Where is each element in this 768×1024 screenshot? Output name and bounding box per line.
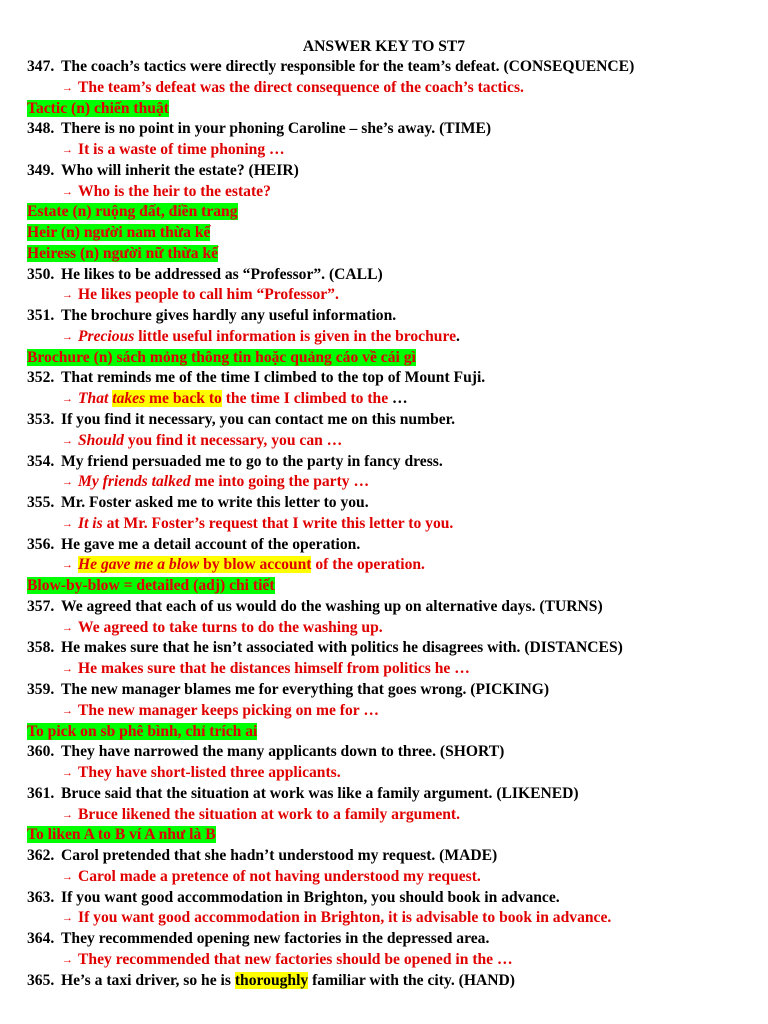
arrow-icon: → — [62, 767, 73, 780]
question-364: 364. They recommended opening new factories in the depressed area. — [27, 930, 490, 948]
question-360: 360. They have narrowed the many applicants down to three. (SHORT) — [27, 743, 505, 761]
answer-349: → Who is the heir to the estate? — [0, 182, 768, 203]
answer-354: → My friends talked me into going the party … — [0, 472, 768, 493]
arrow-icon: → — [62, 144, 73, 157]
answer-355: → It is at Mr. Foster’s request that I write this letter to you. — [0, 514, 768, 535]
question-362: 362. Carol pretended that she hadn’t understood my request. (MADE) — [27, 847, 498, 865]
answer-358: → He makes sure that he distances himself from politics he … — [0, 659, 768, 680]
arrow-icon: → — [62, 330, 73, 343]
arrow-icon: → — [62, 621, 73, 634]
arrow-icon: → — [62, 663, 73, 676]
arrow-icon: → — [62, 185, 73, 198]
arrow-icon: → — [62, 808, 73, 821]
arrow-icon: → — [62, 953, 73, 966]
question-363: 363. If you want good accommodation in Brighton, you should book in advance. — [27, 888, 560, 906]
arrow-icon: → — [62, 434, 73, 447]
answer-360: → They have short-listed three applicants. — [0, 763, 768, 784]
answer-347: → The team’s defeat was the direct consequence of the coach’s tactics. — [0, 78, 768, 99]
answer-362: → Carol made a pretence of not having understood my request. — [0, 867, 768, 888]
question-359: 359. The new manager blames me for everything that goes wrong. (PICKING) — [27, 680, 550, 698]
question-356: 356. He gave me a detail account of the operation. — [27, 535, 361, 553]
question-353: 353. If you find it necessary, you can contact me on this number. — [27, 411, 456, 429]
arrow-icon: → — [62, 289, 73, 302]
question-354: 354. My friend persuaded me to go to the party in fancy dress. — [27, 452, 443, 470]
arrow-icon: → — [62, 476, 73, 489]
question-352: 352. That reminds me of the time I climbed to the top of Mount Fuji. — [27, 369, 486, 387]
question-365: 365. He’s a taxi driver, so he is thoroughly familiar with the city. (HAND) — [27, 971, 515, 989]
arrow-icon: → — [62, 559, 73, 572]
answer-348: → It is a waste of time phoning … — [0, 140, 768, 161]
question-358: 358. He makes sure that he isn’t associated with politics he disagrees with. (DISTANCES) — [27, 639, 623, 657]
question-349: 349. Who will inherit the estate? (HEIR) — [27, 161, 299, 179]
arrow-icon: → — [62, 912, 73, 925]
answer-353: → Should you find it necessary, you can … — [0, 431, 768, 452]
vocab-note: Brochure (n) sách mỏng thông tin hoặc quảng cáo về cái gì — [27, 348, 416, 366]
vocab-note: Heir (n) người nam thừa kế — [27, 224, 211, 242]
answer-356: → He gave me a blow by blow account of the operation. — [0, 555, 768, 576]
question-348: 348. There is no point in your phoning Caroline – she’s away. (TIME) — [27, 120, 492, 138]
vocab-note: Heiress (n) người nữ thừa kế — [27, 244, 219, 262]
answer-357: → We agreed to take turns to do the washing up. — [0, 618, 768, 639]
question-357: 357. We agreed that each of us would do the washing up on alternative days. (TURNS) — [27, 597, 603, 615]
question-355: 355. Mr. Foster asked me to write this letter to you. — [27, 494, 369, 512]
vocab-note: To liken A to B ví A như là B — [27, 826, 216, 844]
vocab-note: Blow-by-blow = detailed (adj) chi tiết — [27, 577, 275, 595]
vocab-note: To pick on sb phê bình, chỉ trích ai — [27, 722, 258, 740]
answer-350: → He likes people to call him “Professor”. — [0, 285, 768, 306]
vocab-note: Tactic (n) chiến thuật — [27, 99, 169, 117]
question-361: 361. Bruce said that the situation at work was like a family argument. (LIKENED) — [27, 784, 579, 802]
arrow-icon: → — [62, 393, 73, 406]
page-title: ANSWER KEY TO ST7 — [302, 38, 466, 55]
arrow-icon: → — [62, 81, 73, 94]
answer-363: → If you want good accommodation in Brighton, it is advisable to book in advance. — [0, 908, 768, 929]
vocab-note: Estate (n) ruộng đất, điền trang — [27, 203, 238, 221]
arrow-icon: → — [62, 870, 73, 883]
question-350: 350. He likes to be addressed as “Professor”. (CALL) — [27, 265, 383, 283]
answer-351: → Precious little useful information is given in the brochure. — [0, 327, 768, 348]
answer-364: → They recommended that new factories should be opened in the … — [0, 950, 768, 971]
arrow-icon: → — [62, 704, 73, 717]
answer-352: → That takes me back to the time I climbed to the … — [0, 389, 768, 410]
answer-359: → The new manager keeps picking on me for … — [0, 701, 768, 722]
answer-361: → Bruce likened the situation at work to a family argument. — [0, 805, 768, 826]
question-347: 347. The coach’s tactics were directly responsible for the team’s defeat. (CONSEQUENCE) — [27, 58, 635, 75]
question-351: 351. The brochure gives hardly any useful information. — [27, 307, 397, 325]
arrow-icon: → — [62, 517, 73, 530]
